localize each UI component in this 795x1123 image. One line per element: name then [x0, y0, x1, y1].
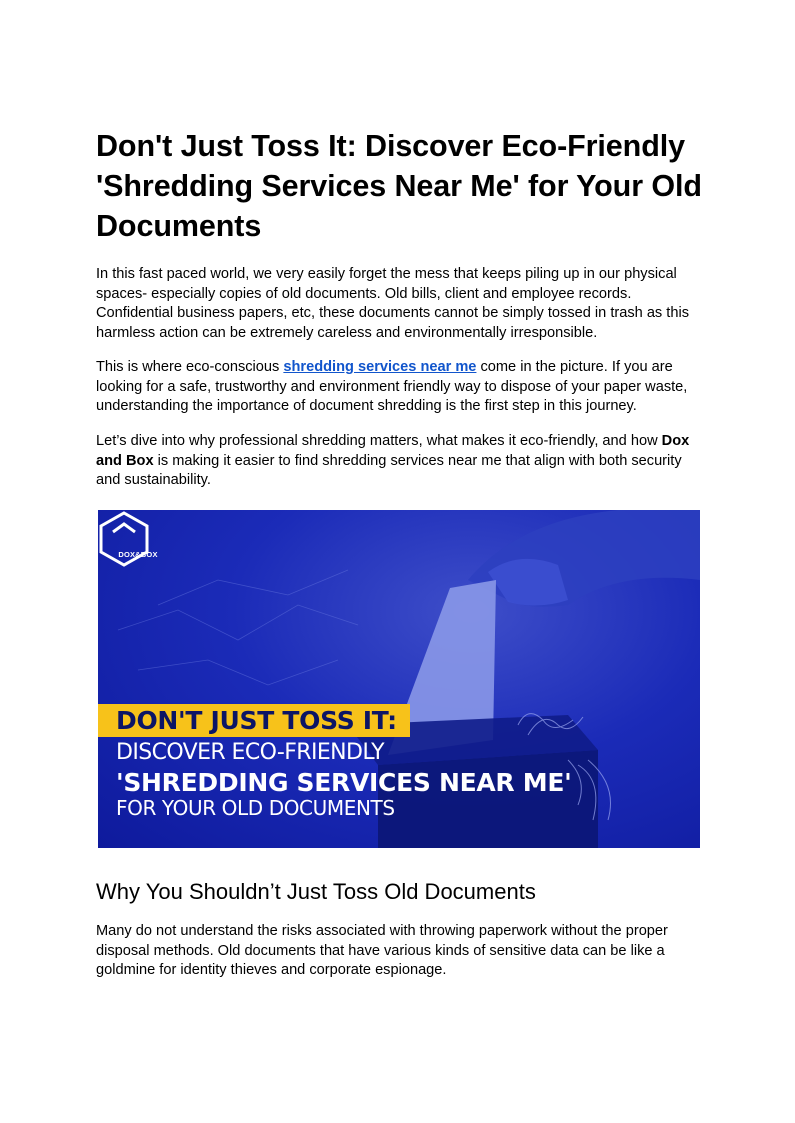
paragraph-text: Let’s dive into why professional shredding matters, what makes it eco-friendly, and how [96, 433, 662, 449]
risks-paragraph: Many do not understand the risks associated with throwing paperwork without the proper disposal methods. Old documents that have various kinds of sensitive data can be like a goldmine for identity thieves and corporate espionage. [96, 923, 668, 979]
paragraph-dox-and-box [96, 432, 698, 491]
banner-line-3: 'SHREDDING SERVICES NEAR ME' [116, 768, 572, 797]
banner-line-2: DISCOVER ECO-FRIENDLY [116, 740, 384, 765]
intro-paragraph: In this fast paced world, we very easily forget the mess that keeps piling up in our physical spaces- especially copies of old documents. Old bills, client and employee records. Confidential business papers, etc, these documents cannot be simply tossed in trash as this harmless action can be extremely careless and environmentally irresponsible. [96, 266, 689, 341]
article-title: Don't Just Toss It: Discover Eco-Friendly 'Shredding Services Near Me' for Your Old Documents [96, 129, 702, 243]
section-heading: Why You Shouldn’t Just Toss Old Documents [96, 879, 536, 904]
paragraph-text: This is where eco-conscious [96, 359, 284, 375]
banner-line-4: FOR YOUR OLD DOCUMENTS [116, 796, 395, 820]
logo-text: DOX&BOX [118, 550, 158, 559]
article-banner-image [98, 510, 700, 848]
banner-line-1: DON'T JUST TOSS IT: [116, 706, 397, 735]
dox-and-box-logo [98, 510, 150, 568]
shredding-services-link[interactable]: shredding services near me [283, 359, 477, 375]
paragraph-text: come in the picture. If you are looking for a safe, trustworthy and environment friendly way to dispose of your paper waste, understanding the importance of document shredding is the first step in this journey. [96, 359, 688, 415]
paragraph-text: is making it easier to find shredding services near me that align with both security and sustainability. [96, 452, 682, 489]
paragraph-shredding-services [96, 358, 698, 417]
brand-name: Dox and Box [96, 433, 690, 469]
